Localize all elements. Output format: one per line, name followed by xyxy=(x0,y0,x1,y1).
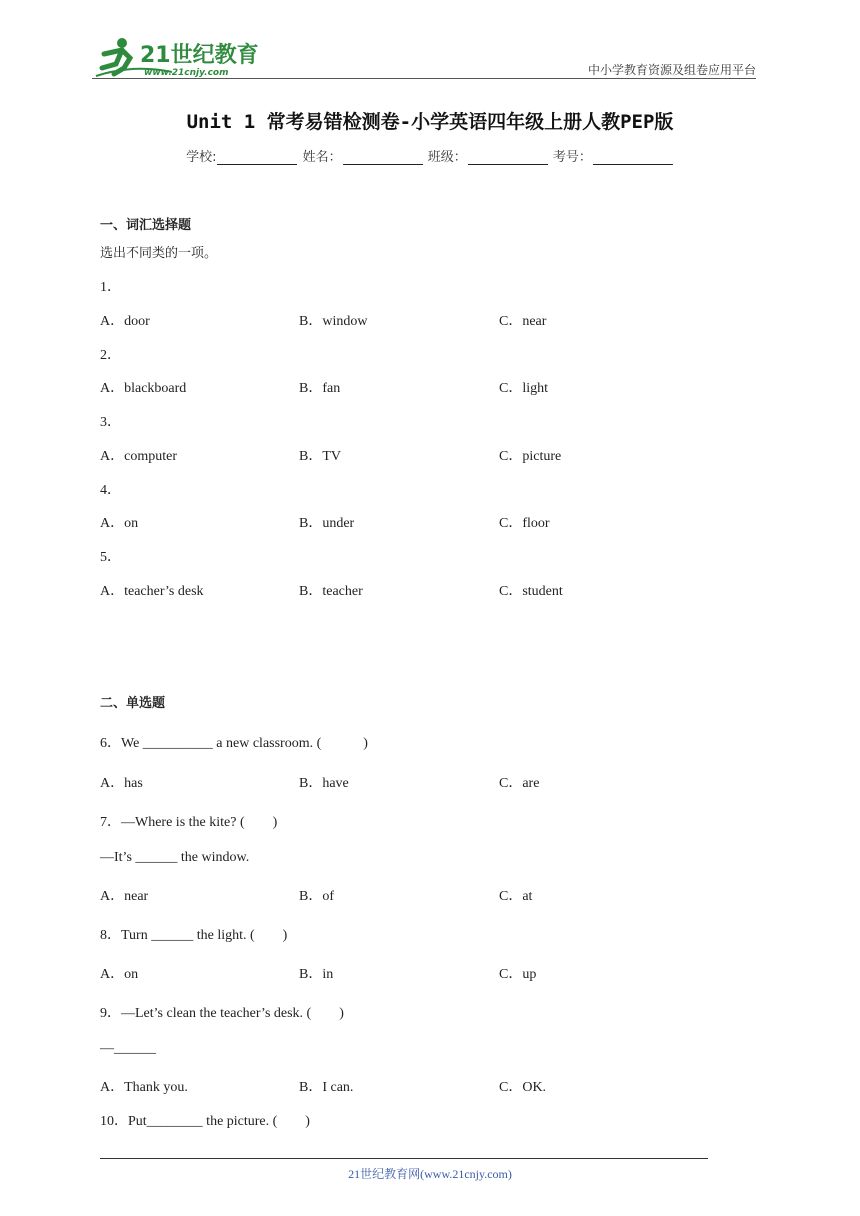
footer-link[interactable]: 21世纪教育网(www.21cnjy.com) xyxy=(348,1167,512,1181)
school-blank[interactable] xyxy=(217,152,297,165)
question-stem: 7．—Where is the kite? ( ) xyxy=(100,815,278,830)
option-a: A．has xyxy=(100,776,143,791)
question-stem: 6．We __________ a new classroom. ( ) xyxy=(100,736,368,751)
site-logo xyxy=(92,34,262,80)
name-label: 姓名： xyxy=(302,150,342,165)
question-stem: 10．Put________ the picture. ( ) xyxy=(100,1114,310,1129)
question-stem: 8．Turn ______ the light. ( ) xyxy=(100,928,288,943)
option-c: C．floor xyxy=(499,516,550,531)
student-info-line xyxy=(0,146,860,165)
option-c: C．near xyxy=(499,314,547,329)
option-a: A．near xyxy=(100,889,149,904)
question-stem: 9．—Let’s clean the teacher’s desk. ( ) xyxy=(100,1006,344,1021)
class-label: 班级： xyxy=(427,150,467,165)
option-c: C．student xyxy=(499,584,563,599)
question-stem-line2: —______ xyxy=(100,1041,156,1056)
option-a: A．on xyxy=(100,516,139,531)
option-c: C．picture xyxy=(499,449,562,464)
header-divider xyxy=(92,78,756,79)
option-c: C．OK. xyxy=(499,1080,547,1095)
option-a: A．Thank you. xyxy=(100,1080,188,1095)
question-number: 3． xyxy=(100,415,121,430)
question-number: 1． xyxy=(100,280,121,295)
svg-text:21世纪教育: 21世纪教育 xyxy=(140,43,259,68)
question-stem-line2: —It’s ______ the window. xyxy=(100,850,250,865)
question-number: 2． xyxy=(100,348,121,363)
svg-text:www.21cnjy.com: www.21cnjy.com xyxy=(144,68,229,78)
option-b: B．TV xyxy=(299,449,341,464)
option-a: A．teacher’s desk xyxy=(100,584,204,599)
option-b: B．window xyxy=(299,314,368,329)
exam-no-blank[interactable] xyxy=(593,152,673,165)
page-title: Unit 1 常考易错检测卷-小学英语四年级上册人教PEP版 xyxy=(186,111,674,133)
class-blank[interactable] xyxy=(468,152,548,165)
option-b: B．of xyxy=(299,889,334,904)
exam-no-label: 考号： xyxy=(552,150,592,165)
footer-divider xyxy=(100,1158,708,1159)
option-b: B．in xyxy=(299,967,334,982)
option-a: A．on xyxy=(100,967,139,982)
section1-heading: 一、词汇选择题 xyxy=(100,218,192,233)
option-c: C．up xyxy=(499,967,537,982)
option-a: A．blackboard xyxy=(100,381,187,396)
option-c: C．light xyxy=(499,381,549,396)
option-b: B．have xyxy=(299,776,349,791)
section1-instruction: 选出不同类的一项。 xyxy=(100,246,218,261)
option-b: B．fan xyxy=(299,381,341,396)
question-number: 4． xyxy=(100,483,121,498)
site-name: 中小学教育资源及组卷应用平台 xyxy=(587,63,756,77)
option-b: B．teacher xyxy=(299,584,363,599)
option-c: C．at xyxy=(499,889,533,904)
question-number: 5． xyxy=(100,550,121,565)
option-c: C．are xyxy=(499,776,540,791)
option-b: B．under xyxy=(299,516,355,531)
option-b: B．I can. xyxy=(299,1080,354,1095)
name-blank[interactable] xyxy=(343,152,423,165)
option-a: A．computer xyxy=(100,449,177,464)
option-a: A．door xyxy=(100,314,150,329)
section2-heading: 二、单选题 xyxy=(100,696,166,711)
school-label: 学校: xyxy=(186,150,217,165)
